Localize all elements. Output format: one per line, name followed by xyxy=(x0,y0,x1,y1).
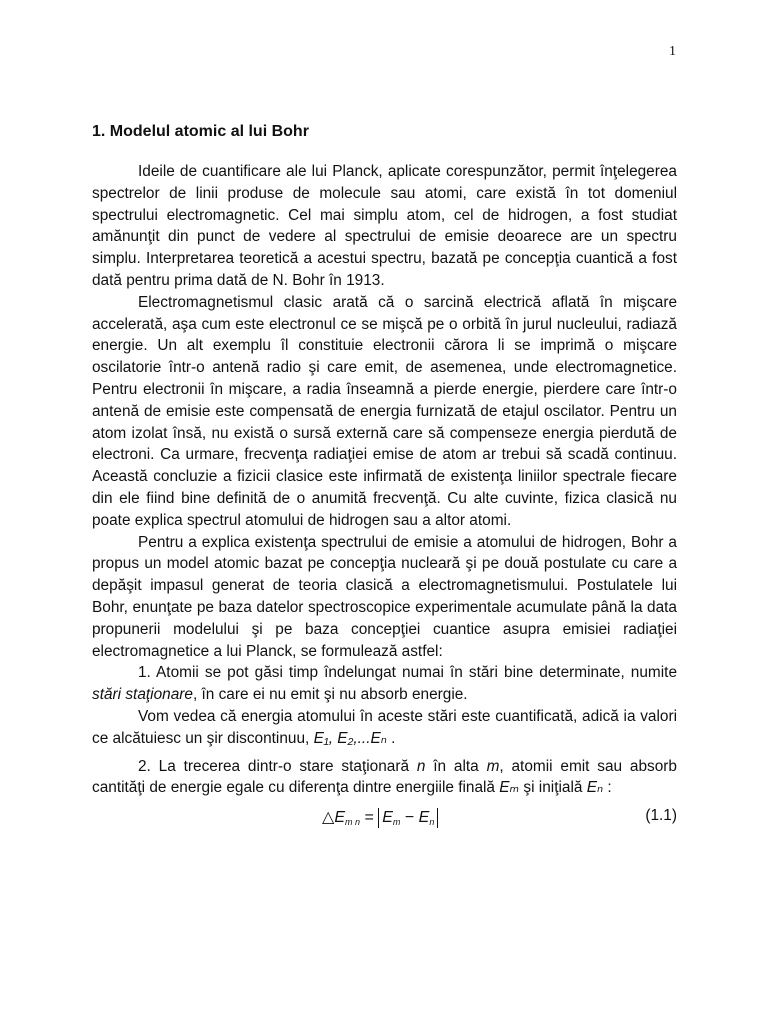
postulate-two xyxy=(92,756,677,800)
eq-rhs-a-sub: m xyxy=(392,817,401,828)
quantization-end: . xyxy=(386,729,396,747)
postulate-two-part3: , atomii emit sau absorb cantităţi de energie egale cu diferenţa dintre energiile finală xyxy=(92,757,677,797)
eq-equals: = xyxy=(360,809,379,827)
postulate-two-part4: şi iniţială xyxy=(519,779,587,797)
content-area xyxy=(92,121,677,833)
state-n: n xyxy=(416,757,426,775)
eq-minus: − xyxy=(400,809,419,827)
delta-symbol: △ xyxy=(322,809,335,827)
eq-rhs-b: E xyxy=(418,809,430,827)
energy-final: Eₘ xyxy=(499,779,520,797)
postulate-two-part2: în alta xyxy=(425,757,487,775)
eq-lhs: E xyxy=(334,809,345,827)
equation-number: (1.1) xyxy=(645,807,677,825)
equation-1-1 xyxy=(92,803,677,833)
state-m: m xyxy=(486,757,500,775)
equation-body xyxy=(322,807,438,828)
paragraph-bohr-model: Pentru a explica existenţa spectrului de emisie a atomului de hidrogen, Bohr a propus un model atomic bazat pe concepţia nucleară şi pe două postulate cu care a depăşit impasul generat de teoria clasică a electromagnetismului. Postulatele lui Bohr, enunţate pe baza datelor spectroscopice experimentale acumulate până la data propunerii modelului şi pe baza concepţiei cuantice asupra emisiei radiaţiei electromagnetice a lui Planck, se formulează astfel: xyxy=(92,533,677,660)
energy-initial: Eₙ xyxy=(586,779,604,797)
section-heading: 1. Modelul atomic al lui Bohr xyxy=(92,123,309,140)
quantization-paragraph xyxy=(92,706,677,750)
eq-rhs-b-sub: n xyxy=(429,817,435,828)
postulate-one xyxy=(92,662,677,706)
postulate-one-end: , în care ei nu emit şi nu absorb energie. xyxy=(192,686,468,704)
eq-rhs-a: E xyxy=(382,809,393,827)
quantization-text: Vom vedea că energia atomului în aceste stări este cuantificată, adică ia valori ce alcătuiesc un şir discontinuu, xyxy=(92,707,677,747)
postulate-two-part1: 2. La trecerea dintr-o stare staţionară xyxy=(138,757,417,775)
eq-lhs-sub: m n xyxy=(344,817,360,828)
postulate-one-text: 1. Atomii se pot găsi timp îndelungat numai în stări bine determinate, numite xyxy=(138,664,677,682)
stationary-states-term: stări staţionare xyxy=(92,686,193,704)
paragraph-planck: Ideile de cuantificare ale lui Planck, aplicate corespunzător, permit înţelegerea spectrelor de linii produse de molecule sau atomi, care există în tot domeniul spectrului electromagnetic. Cel mai simplu atom, cel de hidrogen, a fost studiat amănunţit din punct de vedere al spectrului de emisie deoarece are un spectru simplu. Interpretarea teoretică a acestui spectru, bazată pe concepţia cuantică a fost dată pentru prima dată de N. Bohr în 1913. xyxy=(92,163,677,289)
paragraph-electromagnetism: Electromagnetismul clasic arată că o sarcină electrică aflată în mişcare accelerată, aşa cum este electronul ce se mişcă pe o orbită în jurul nucleului, radiază energie. Un alt exemplu îl constituie electronii cărora li se imprimă o mişcare oscilatorie într-o antenă radio şi care emit, de asemenea, unde electromagnetice. Pentru electronii în mişcare, a radia înseamnă a pierde energie, pierdere care într-o antenă de emisie este compensată de energia furnizată de etajul oscilator. Pentru un atom izolat însă, nu există o sursă externă care să compenseze energia pierdută de electroni. Ca urmare, frecvenţa radiaţiei emise de atom ar trebui să scadă continuu. Această concluzie a fizicii clasice este infirmată de existenţa liniilor spectrale fiecare din ele fiind bine definită de o anumită frecvenţă. Cu alte cuvinte, fizica clasică nu poate explica spectrul atomului de hidrogen sau a altor atomi. xyxy=(92,293,677,529)
absolute-value xyxy=(378,808,438,828)
postulate-two-part5: : xyxy=(603,779,612,797)
page-number: 1 xyxy=(669,44,676,59)
energy-series: E₁, E₂,...Eₙ xyxy=(313,729,387,747)
